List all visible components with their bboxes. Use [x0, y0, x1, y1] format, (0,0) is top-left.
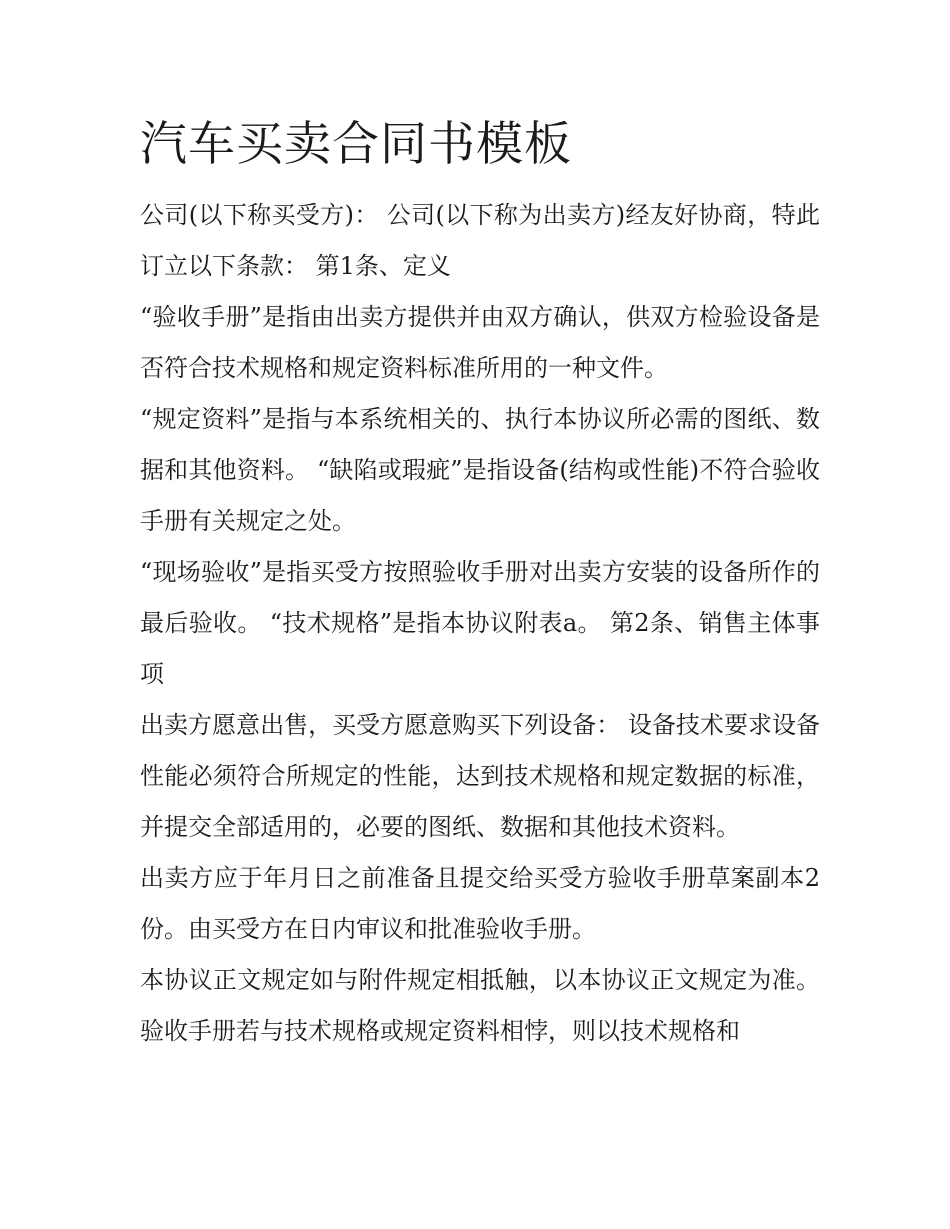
paragraph-5: 出卖方愿意出售，买受方愿意购买下列设备： 设备技术要求设备性能必须符合所规定的性能，达到技术规格和规定数据的标准，并提交全部适用的，必要的图纸、数据和其他技术资料。 [140, 711, 820, 841]
paragraph-7: 本协议正文规定如与附件规定相抵触，以本协议正文规定为准。验收手册若与技术规格或规定资料相悖，则以技术规格和 [140, 966, 820, 1045]
document-page [140, 112, 820, 1057]
document-title: 汽车买卖合同书模板 [140, 117, 572, 172]
paragraph-6: 出卖方应于年月日之前准备且提交给买受方验收手册草案副本2份。由买受方在日内审议和批准验收手册。 [140, 864, 820, 943]
paragraph-3: “规定资料”是指与本系统相关的、执行本协议所必需的图纸、数据和其他资料。 “缺陷或瑕疵”是指设备(结构或性能)不符合验收手册有关规定之处。 [140, 405, 820, 535]
paragraph-2: “验收手册”是指由出卖方提供并由双方确认，供双方检验设备是否符合技术规格和规定资料标准所用的一种文件。 [140, 303, 820, 382]
paragraph-1: 公司(以下称买受方)： 公司(以下称为出卖方)经友好协商，特此订立以下条款： 第1条、定义 [140, 201, 820, 280]
paragraph-4: “现场验收”是指买受方按照验收手册对出卖方安装的设备所作的最后验收。 “技术规格”是指本协议附表a。 第2条、销售主体事项 [140, 558, 820, 688]
